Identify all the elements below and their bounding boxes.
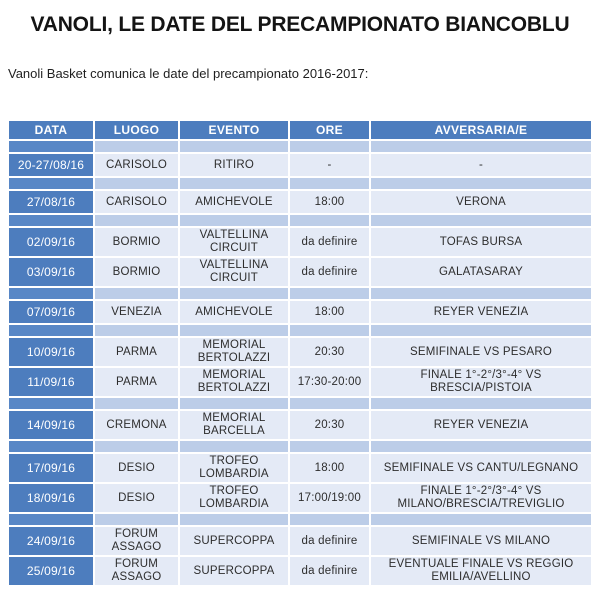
cell-evento: VALTELLINA CIRCUIT — [180, 258, 288, 286]
spacer-cell — [290, 441, 369, 452]
cell-avversaria: REYER VENEZIA — [371, 301, 591, 323]
spacer-cell — [9, 441, 93, 452]
cell-data: 03/09/16 — [9, 258, 93, 286]
cell-avversaria: GALATASARAY — [371, 258, 591, 286]
column-header-ore: ORE — [290, 121, 369, 139]
cell-data: 10/09/16 — [9, 338, 93, 366]
spacer-cell — [290, 325, 369, 336]
cell-evento: RITIRO — [180, 154, 288, 176]
spacer-cell — [9, 325, 93, 336]
page-title: VANOLI, LE DATE DEL PRECAMPIONATO BIANCOBLU — [30, 13, 570, 36]
spacer-cell — [95, 325, 178, 336]
spacer-cell — [290, 215, 369, 226]
spacer-cell — [9, 178, 93, 189]
spacer-row — [9, 325, 591, 336]
cell-luogo: CARISOLO — [95, 191, 178, 213]
cell-evento: MEMORIAL BERTOLAZZI — [180, 368, 288, 396]
cell-data: 11/09/16 — [9, 368, 93, 396]
spacer-cell — [9, 514, 93, 525]
spacer-cell — [180, 514, 288, 525]
spacer-cell — [95, 288, 178, 299]
cell-luogo: BORMIO — [95, 228, 178, 256]
spacer-cell — [371, 141, 591, 152]
spacer-cell — [180, 141, 288, 152]
spacer-cell — [371, 288, 591, 299]
schedule-table — [7, 119, 593, 587]
spacer-cell — [371, 441, 591, 452]
cell-evento: TROFEO LOMBARDIA — [180, 484, 288, 512]
spacer-row — [9, 141, 591, 152]
spacer-cell — [9, 288, 93, 299]
cell-luogo: DESIO — [95, 484, 178, 512]
cell-luogo: DESIO — [95, 454, 178, 482]
spacer-row — [9, 178, 591, 189]
table-row — [9, 454, 591, 482]
cell-avversaria: VERONA — [371, 191, 591, 213]
cell-ore: 17:30-20:00 — [290, 368, 369, 396]
cell-data: 20-27/08/16 — [9, 154, 93, 176]
spacer-row — [9, 514, 591, 525]
table-row — [9, 191, 591, 213]
cell-ore: 18:00 — [290, 454, 369, 482]
table-row — [9, 368, 591, 396]
spacer-cell — [95, 178, 178, 189]
cell-evento: SUPERCOPPA — [180, 557, 288, 585]
spacer-row — [9, 398, 591, 409]
cell-data: 02/09/16 — [9, 228, 93, 256]
cell-data: 07/09/16 — [9, 301, 93, 323]
table-row — [9, 411, 591, 439]
spacer-cell — [290, 514, 369, 525]
cell-evento: TROFEO LOMBARDIA — [180, 454, 288, 482]
spacer-cell — [95, 441, 178, 452]
cell-luogo: CARISOLO — [95, 154, 178, 176]
spacer-cell — [371, 514, 591, 525]
spacer-cell — [95, 514, 178, 525]
column-header-evento: EVENTO — [180, 121, 288, 139]
spacer-row — [9, 288, 591, 299]
spacer-cell — [180, 288, 288, 299]
spacer-cell — [290, 141, 369, 152]
spacer-cell — [371, 398, 591, 409]
cell-ore: 18:00 — [290, 191, 369, 213]
spacer-cell — [371, 178, 591, 189]
cell-ore: 20:30 — [290, 411, 369, 439]
spacer-cell — [290, 398, 369, 409]
cell-luogo: CREMONA — [95, 411, 178, 439]
cell-evento: MEMORIAL BARCELLA — [180, 411, 288, 439]
cell-avversaria: - — [371, 154, 591, 176]
table-row — [9, 557, 591, 585]
cell-ore: 18:00 — [290, 301, 369, 323]
table-row — [9, 338, 591, 366]
spacer-cell — [95, 141, 178, 152]
spacer-cell — [9, 215, 93, 226]
cell-luogo: FORUM ASSAGO — [95, 527, 178, 555]
column-header-luogo: LUOGO — [95, 121, 178, 139]
cell-evento: AMICHEVOLE — [180, 301, 288, 323]
cell-avversaria: SEMIFINALE VS PESARO — [371, 338, 591, 366]
spacer-cell — [180, 325, 288, 336]
cell-ore: - — [290, 154, 369, 176]
cell-avversaria: SEMIFINALE VS CANTU/LEGNANO — [371, 454, 591, 482]
cell-avversaria: REYER VENEZIA — [371, 411, 591, 439]
cell-ore: 17:00/19:00 — [290, 484, 369, 512]
spacer-cell — [180, 398, 288, 409]
cell-luogo: FORUM ASSAGO — [95, 557, 178, 585]
cell-luogo: VENEZIA — [95, 301, 178, 323]
spacer-cell — [95, 398, 178, 409]
table-row — [9, 527, 591, 555]
spacer-cell — [371, 325, 591, 336]
spacer-cell — [9, 141, 93, 152]
cell-avversaria: FINALE 1°-2°/3°-4° VS MILANO/BRESCIA/TREVIGLIO — [371, 484, 591, 512]
column-header-avversaria-e: AVVERSARIA/E — [371, 121, 591, 139]
cell-data: 24/09/16 — [9, 527, 93, 555]
table-row — [9, 154, 591, 176]
cell-data: 27/08/16 — [9, 191, 93, 213]
table-row — [9, 258, 591, 286]
cell-data: 17/09/16 — [9, 454, 93, 482]
table-row — [9, 484, 591, 512]
cell-ore: da definire — [290, 258, 369, 286]
cell-avversaria: SEMIFINALE VS MILANO — [371, 527, 591, 555]
cell-ore: da definire — [290, 228, 369, 256]
cell-luogo: PARMA — [95, 368, 178, 396]
column-header-data: DATA — [9, 121, 93, 139]
cell-evento: VALTELLINA CIRCUIT — [180, 228, 288, 256]
cell-avversaria: TOFAS BURSA — [371, 228, 591, 256]
spacer-cell — [180, 215, 288, 226]
spacer-cell — [290, 288, 369, 299]
spacer-cell — [290, 178, 369, 189]
cell-evento: AMICHEVOLE — [180, 191, 288, 213]
table-header-row — [9, 121, 591, 139]
table-body — [9, 141, 591, 585]
spacer-row — [9, 441, 591, 452]
cell-evento: MEMORIAL BERTOLAZZI — [180, 338, 288, 366]
cell-ore: da definire — [290, 557, 369, 585]
cell-ore: da definire — [290, 527, 369, 555]
spacer-cell — [9, 398, 93, 409]
cell-data: 25/09/16 — [9, 557, 93, 585]
cell-ore: 20:30 — [290, 338, 369, 366]
table-row — [9, 301, 591, 323]
intro-text: Vanoli Basket comunica le date del precampionato 2016-2017: — [8, 66, 369, 81]
cell-avversaria: FINALE 1°-2°/3°-4° VS BRESCIA/PISTOIA — [371, 368, 591, 396]
spacer-cell — [180, 178, 288, 189]
cell-data: 18/09/16 — [9, 484, 93, 512]
spacer-cell — [371, 215, 591, 226]
cell-luogo: BORMIO — [95, 258, 178, 286]
cell-data: 14/09/16 — [9, 411, 93, 439]
table-row — [9, 228, 591, 256]
cell-evento: SUPERCOPPA — [180, 527, 288, 555]
spacer-row — [9, 215, 591, 226]
spacer-cell — [180, 441, 288, 452]
cell-avversaria: EVENTUALE FINALE VS REGGIO EMILIA/AVELLINO — [371, 557, 591, 585]
spacer-cell — [95, 215, 178, 226]
cell-luogo: PARMA — [95, 338, 178, 366]
